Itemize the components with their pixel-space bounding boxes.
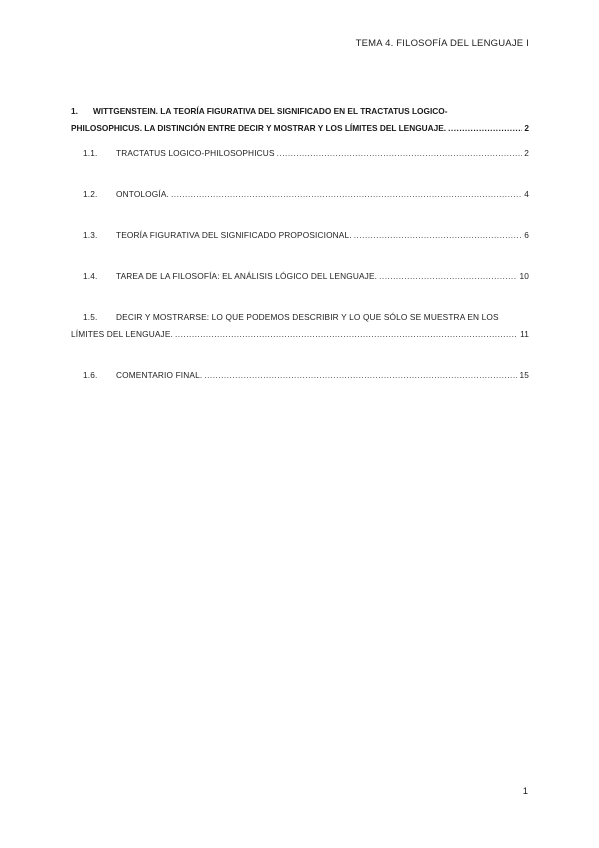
toc-entry-title-line1: WITTGENSTEIN. LA TEORÍA FIGURATIVA DEL SIGNIFICADO EN EL TRACTATUS LOGICO- [93,106,448,116]
toc-entry-1-1[interactable] [71,145,529,162]
toc-entry-title: TEORÍA FIGURATIVA DEL SIGNIFICADO PROPOSICIONAL. [116,230,352,240]
toc-entry-number: 1.3. [83,230,98,240]
toc-entry-page: 6 [524,230,529,240]
toc-entry-1-3[interactable] [71,227,529,244]
toc-entry-number: 1.5. [83,312,98,322]
toc-entry-1-4[interactable] [71,268,529,285]
dot-leader [354,227,523,244]
page-number: 1 [522,786,528,797]
dot-leader [175,326,518,343]
toc-entry-number: 1.4. [83,271,98,281]
toc-entry-title-line2: PHILOSOPHICUS. LA DISTINCIÓN ENTRE DECIR Y MOSTRAR Y LOS LÍMITES DEL LENGUAJE. [71,123,447,133]
toc-entry-number: 1. [71,106,78,116]
dot-leader [277,145,523,162]
toc-entry-1-5[interactable] [71,309,529,343]
toc-entry-1-6[interactable] [71,367,529,384]
dot-leader [171,186,522,203]
toc-entry-title-line1: DECIR Y MOSTRARSE: LO QUE PODEMOS DESCRIBIR Y LO QUE SÓLO SE MUESTRA EN LOS [116,312,499,322]
toc-entry-page: 10 [519,271,529,281]
toc-entry-title: ONTOLOGÍA. [116,189,169,199]
toc-entry-title: COMENTARIO FINAL. [116,370,203,380]
toc-entry-1[interactable] [71,103,529,137]
toc-entry-title: TAREA DE LA FILOSOFÍA: EL ANÁLISIS LÓGICO DEL LENGUAJE. [116,271,378,281]
toc-entry-page: 2 [524,123,529,133]
toc-entry-page: 15 [519,370,529,380]
toc-entry-page: 2 [524,148,529,158]
toc-entry-page: 11 [520,329,529,339]
toc-entry-number: 1.2. [83,189,98,199]
dot-leader [379,268,517,285]
dot-leader [204,367,517,384]
toc-entry-number: 1.1. [83,148,98,158]
toc-entry-number: 1.6. [83,370,98,380]
table-of-contents [71,103,529,384]
toc-entry-1-2[interactable] [71,186,529,203]
toc-entry-page: 4 [524,189,529,199]
running-header: TEMA 4. FILOSOFÍA DEL LENGUAJE I [355,38,529,49]
toc-entry-title-line2: LÍMITES DEL LENGUAJE. [71,329,173,339]
toc-entry-title: TRACTATUS LOGICO-PHILOSOPHICUS [116,148,275,158]
dot-leader [448,120,522,137]
